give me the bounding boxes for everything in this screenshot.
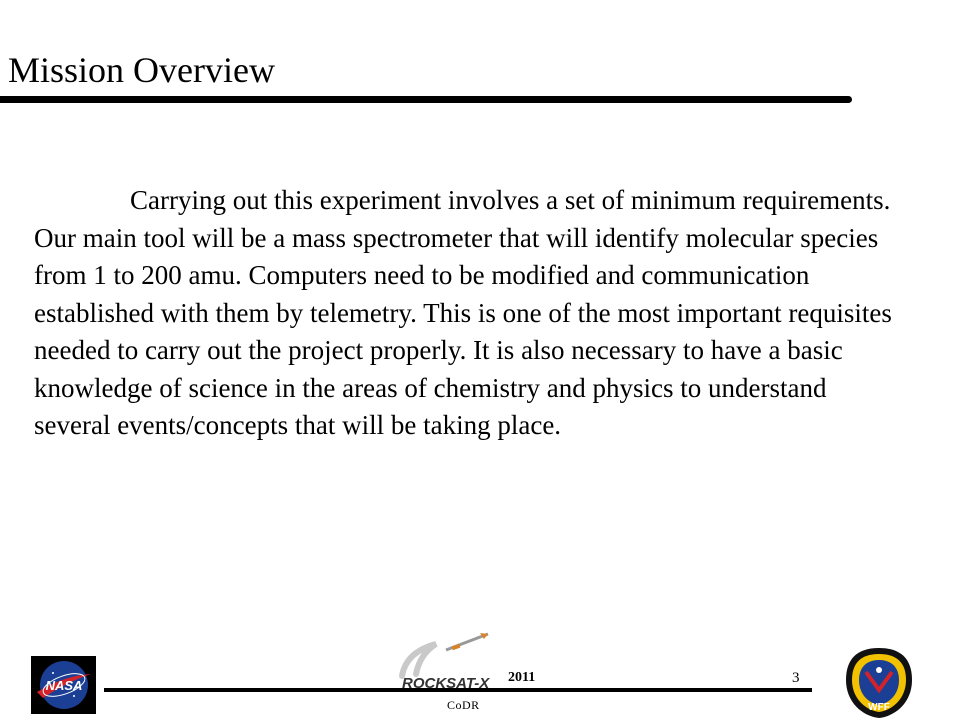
wff-logo xyxy=(842,646,916,720)
nasa-logo-text: NASA xyxy=(45,678,82,693)
nasa-logo xyxy=(31,656,96,714)
page-number: 3 xyxy=(792,670,800,686)
rocksat-logo-text: ROCKSAT-X xyxy=(402,675,490,692)
nasa-meatball-icon xyxy=(33,658,95,712)
body-paragraph: Carrying out this experiment involves a set of minimum requirements. Our main tool will be a mass spectrometer that will identify molecular species from 1 to 200 amu. Computers need to be modified and communication established with them by telemetry. This is one of the most important requisites needed to carry out the project properly. It is also necessary to have a basic knowledge of science in the areas of chemistry and physics to understand several events/concepts that will be taking place. xyxy=(34,185,892,440)
wff-logo-text: WFF xyxy=(868,702,890,713)
slide-title: Mission Overview xyxy=(8,50,275,90)
footer-label: CoDR xyxy=(447,698,480,712)
footer-year: 2011 xyxy=(508,670,536,685)
rocksat-logo xyxy=(392,630,512,692)
title-underline xyxy=(0,96,852,103)
